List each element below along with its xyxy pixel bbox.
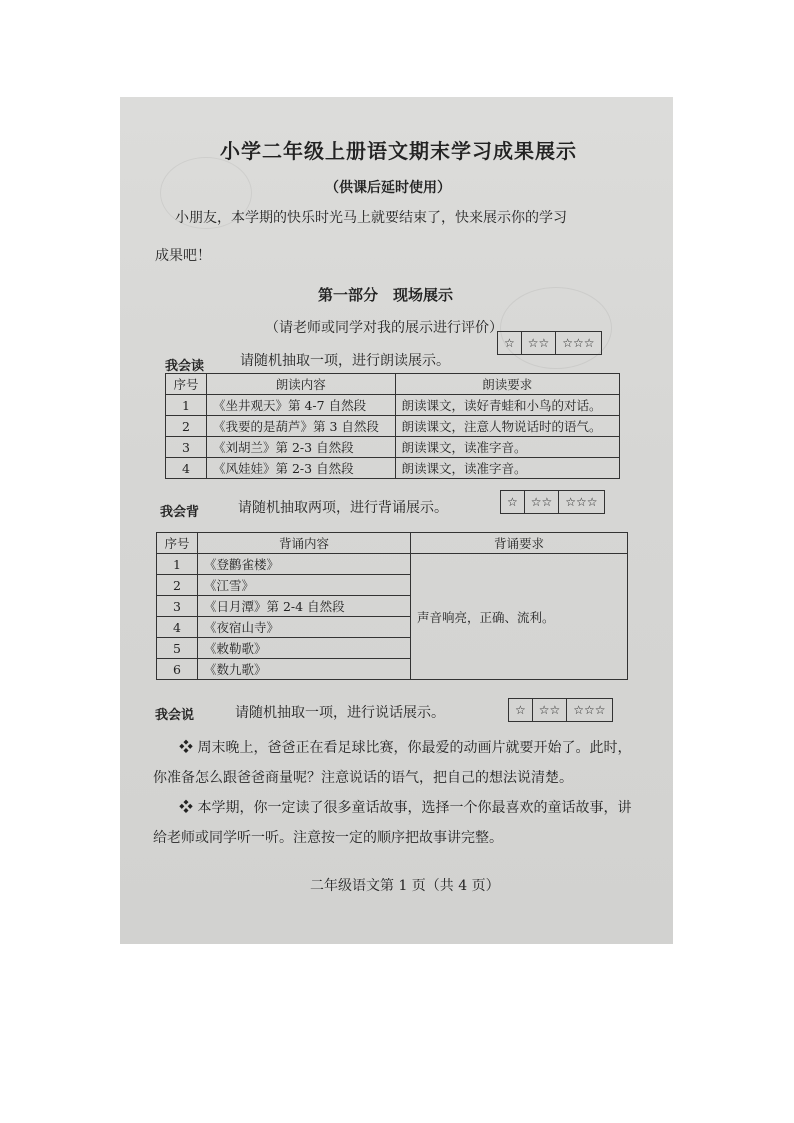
header-requirement: 朗读要求 (395, 374, 619, 395)
table-row (166, 416, 620, 437)
header-number: 序号 (166, 374, 207, 395)
row-content: 《日月潭》第 2-4 自然段 (198, 596, 411, 617)
row-requirement: 朗读课文，读准字音。 (395, 437, 619, 458)
table-row (166, 437, 620, 458)
row-content: 《坐井观天》第 4-7 自然段 (207, 395, 396, 416)
row-number: 5 (157, 638, 198, 659)
page-title: 小学二年级上册语文期末学习成果展示 (220, 139, 577, 163)
rating-one-star: ☆ (509, 699, 533, 721)
rating-three-stars: ☆☆☆ (565, 495, 598, 509)
row-content: 《登鹳雀楼》 (198, 554, 411, 575)
rating-one-star: ☆ (501, 491, 525, 513)
section-instruction-recite: 请随机抽取两项，进行背诵展示。 (238, 500, 448, 516)
diamond-bullet-icon: ❖ (179, 800, 193, 816)
section-label-speak: 我会说 (155, 708, 195, 723)
row-number: 1 (166, 395, 207, 416)
header-requirement: 背诵要求 (411, 533, 628, 554)
row-number: 3 (157, 596, 198, 617)
part-title: 第一部分 现场展示 (318, 286, 454, 304)
rating-two-stars: ☆☆ (533, 699, 568, 721)
part-note: （请老师或同学对我的展示进行评价） (265, 320, 503, 336)
exam-page-photo (120, 97, 673, 944)
table-row (166, 458, 620, 479)
section-label-recite: 我会背 (160, 505, 200, 520)
row-number: 1 (157, 554, 198, 575)
rating-boxes-read (497, 331, 602, 355)
intro-line-1: 小朋友，本学期的快乐时光马上就要结束了，快来展示你的学习 (175, 210, 567, 226)
speak-item-1 (153, 733, 643, 793)
header-content: 背诵内容 (198, 533, 411, 554)
row-content: 《风娃娃》第 2-3 自然段 (207, 458, 396, 479)
row-content: 《我要的是葫芦》第 3 自然段 (207, 416, 396, 437)
section-label-read: 我会读 (165, 359, 205, 374)
speak-item-text: 周末晚上，爸爸正在看足球比赛，你最爱的动画片就要开始了。此时，你准备怎么跟爸爸商量呢？注意说话的语气，把自己的想法说清楚。 (153, 740, 632, 786)
rating-boxes-speak (508, 698, 613, 722)
rating-one-star: ☆ (498, 332, 522, 354)
page-footer: 二年级语文第 1 页（共 4 页） (310, 878, 500, 894)
rating-two-stars: ☆☆ (522, 332, 557, 354)
row-requirement: 朗读课文，读准字音。 (395, 458, 619, 479)
speak-item-text: 本学期，你一定读了很多童话故事，选择一个你最喜欢的童话故事，讲给老师或同学听一听。注意按一定的顺序把故事讲完整。 (153, 800, 632, 846)
row-content: 《刘胡兰》第 2-3 自然段 (207, 437, 396, 458)
recite-table (156, 532, 628, 680)
page-subtitle: （供课后延时使用） (325, 180, 451, 196)
row-requirement: 朗读课文，注意人物说话时的语气。 (395, 416, 619, 437)
row-content: 《敕勒歌》 (198, 638, 411, 659)
faded-illustration (500, 287, 612, 369)
row-number: 6 (157, 659, 198, 680)
rating-two-stars: ☆☆ (525, 491, 560, 513)
row-number: 4 (166, 458, 207, 479)
table-row (166, 395, 620, 416)
row-requirement: 朗读课文，读好青蛙和小鸟的对话。 (395, 395, 619, 416)
row-number: 4 (157, 617, 198, 638)
recite-requirement: 声音响亮，正确、流利。 (411, 554, 628, 680)
intro-line-2: 成果吧！ (155, 248, 211, 264)
table-row (157, 554, 628, 575)
header-content: 朗读内容 (207, 374, 396, 395)
rating-boxes-recite (500, 490, 605, 514)
table-header-row (166, 374, 620, 395)
table-header-row (157, 533, 628, 554)
diamond-bullet-icon: ❖ (179, 740, 193, 756)
rating-three-stars: ☆☆☆ (573, 703, 606, 717)
section-instruction-speak: 请随机抽取一项，进行说话展示。 (235, 705, 445, 721)
header-number: 序号 (157, 533, 198, 554)
section-instruction-read: 请随机抽取一项，进行朗读展示。 (240, 353, 450, 369)
row-number: 3 (166, 437, 207, 458)
row-content: 《江雪》 (198, 575, 411, 596)
rating-three-stars: ☆☆☆ (562, 336, 595, 350)
row-number: 2 (157, 575, 198, 596)
row-content: 《数九歌》 (198, 659, 411, 680)
row-number: 2 (166, 416, 207, 437)
read-table (165, 373, 620, 479)
speak-item-2 (153, 793, 643, 853)
row-content: 《夜宿山寺》 (198, 617, 411, 638)
